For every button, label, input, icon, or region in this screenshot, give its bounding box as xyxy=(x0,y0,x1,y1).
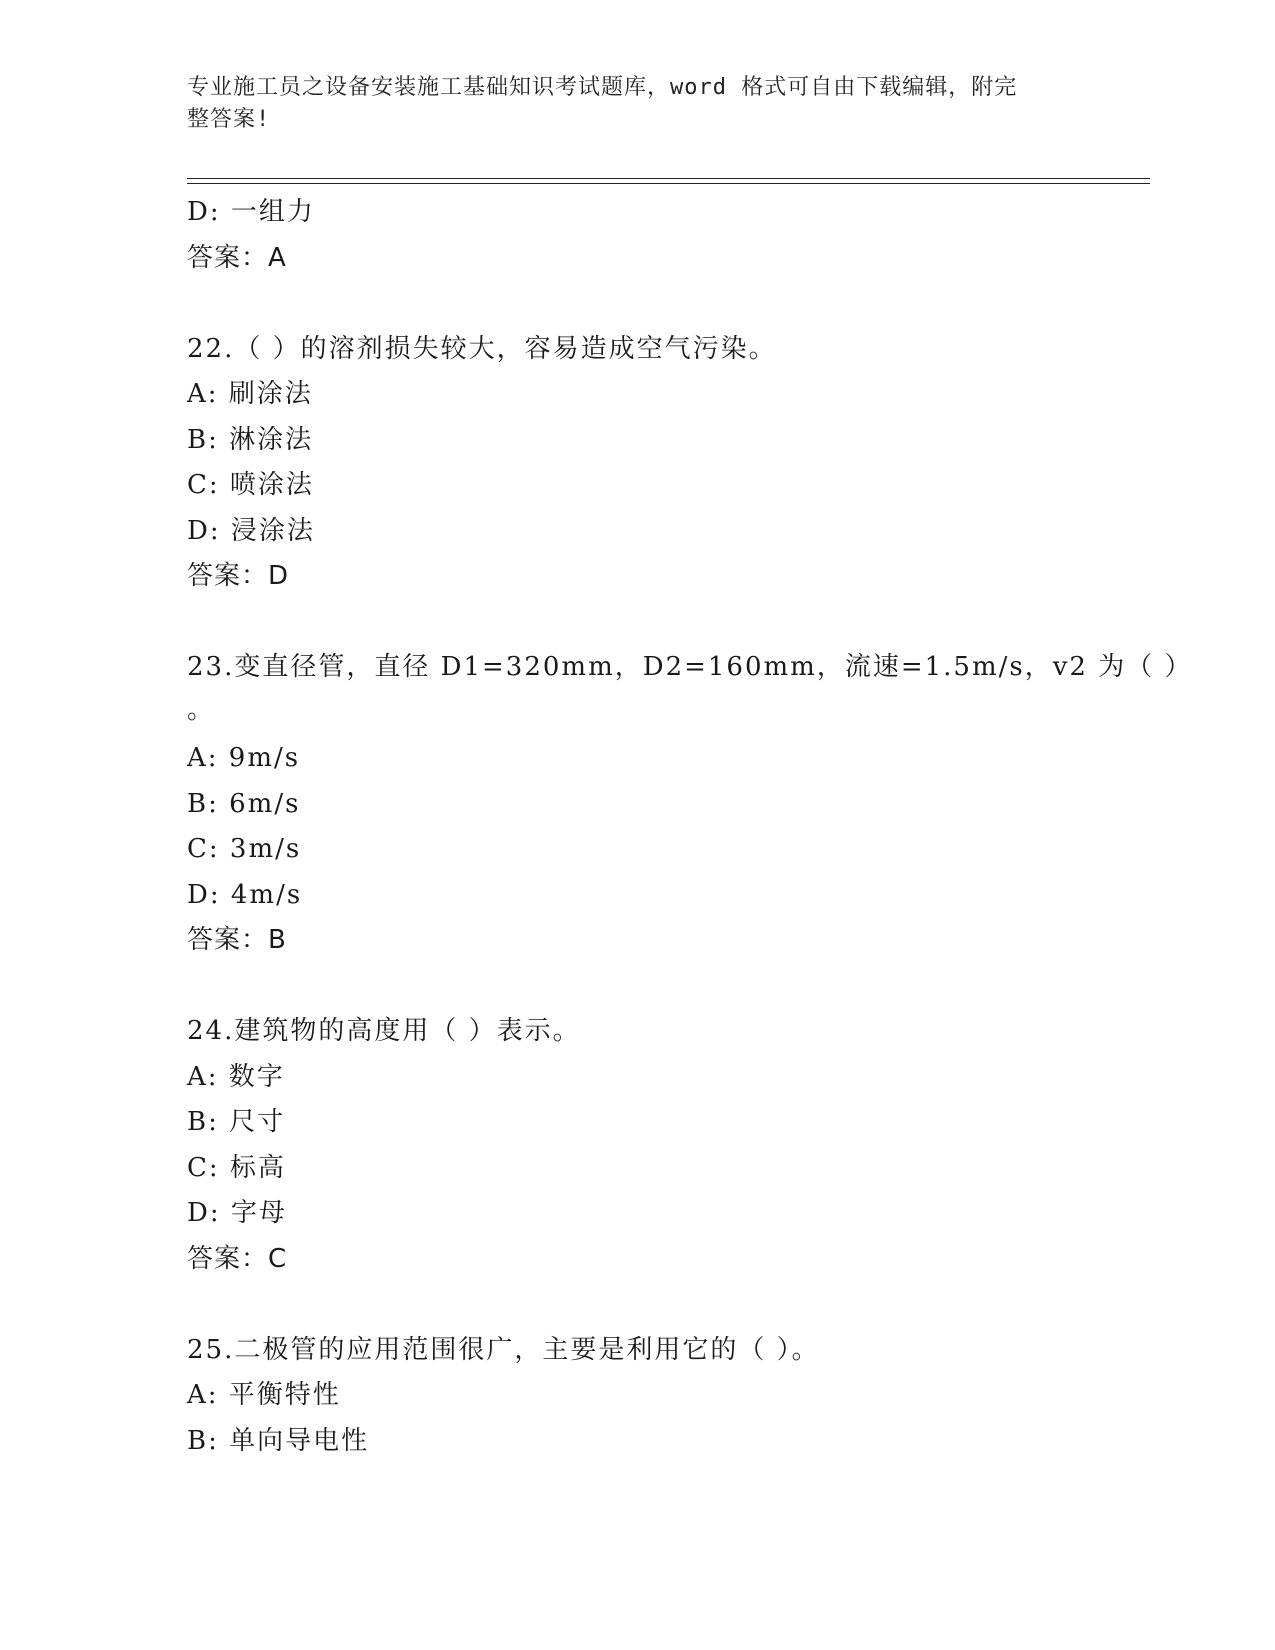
answer: 答案：B xyxy=(187,925,287,955)
option-d: D: 4m/s xyxy=(187,879,303,910)
answer: 答案：C xyxy=(187,1243,288,1274)
question-23 xyxy=(187,645,1193,964)
option-b: B: 淋涂法 xyxy=(187,424,314,455)
option-a: A: 刷涂法 xyxy=(187,379,313,409)
option-b: B: 6m/s xyxy=(187,788,301,819)
option-c: C: 喷涂法 xyxy=(187,470,314,500)
question-stem: 24.建筑物的高度用（ ）表示。 xyxy=(187,1016,581,1046)
header-title-line-1: 专业施工员之设备安装施工基础知识考试题库，word 格式可自由下载编辑，附完 xyxy=(187,75,1018,100)
option-d: D: 浸涂法 xyxy=(187,515,315,546)
question-21-tail xyxy=(187,190,1087,281)
option-c: C: 3m/s xyxy=(187,834,302,864)
answer: 答案：A xyxy=(187,242,287,273)
question-stem: 23.变直径管，直径 D1=320mm，D2=160mm，流速=1.5m/s，v2 为（ ） xyxy=(187,652,1193,682)
question-stem-continuation: 。 xyxy=(187,694,214,725)
header-divider-bottom xyxy=(187,183,1150,184)
option-a: A: 9m/s xyxy=(187,743,301,773)
question-24 xyxy=(187,1009,1087,1282)
spacer xyxy=(187,1282,1087,1328)
option-d: D: 一组力 xyxy=(187,197,315,227)
answer: 答案：D xyxy=(187,561,290,591)
spacer xyxy=(187,600,1087,646)
document-header xyxy=(187,72,1067,136)
question-25 xyxy=(187,1328,1087,1465)
question-stem: 22.（ ）的溶剂损失较大，容易造成空气污染。 xyxy=(187,333,777,364)
question-stem: 25.二极管的应用范围很广，主要是利用它的（ ）。 xyxy=(187,1334,820,1365)
option-a: A: 数字 xyxy=(187,1061,285,1092)
option-a: A: 平衡特性 xyxy=(187,1380,341,1410)
option-c: C: 标高 xyxy=(187,1152,286,1183)
option-b: B: 单向导电性 xyxy=(187,1425,370,1456)
header-title-line-2: 整答案! xyxy=(187,107,271,132)
question-22 xyxy=(187,327,1087,600)
option-d: D: 字母 xyxy=(187,1198,287,1228)
spacer xyxy=(187,964,1087,1010)
option-b: B: 尺寸 xyxy=(187,1107,286,1137)
question-list xyxy=(187,190,1193,1464)
header-divider-top xyxy=(187,178,1150,179)
spacer xyxy=(187,281,1087,327)
